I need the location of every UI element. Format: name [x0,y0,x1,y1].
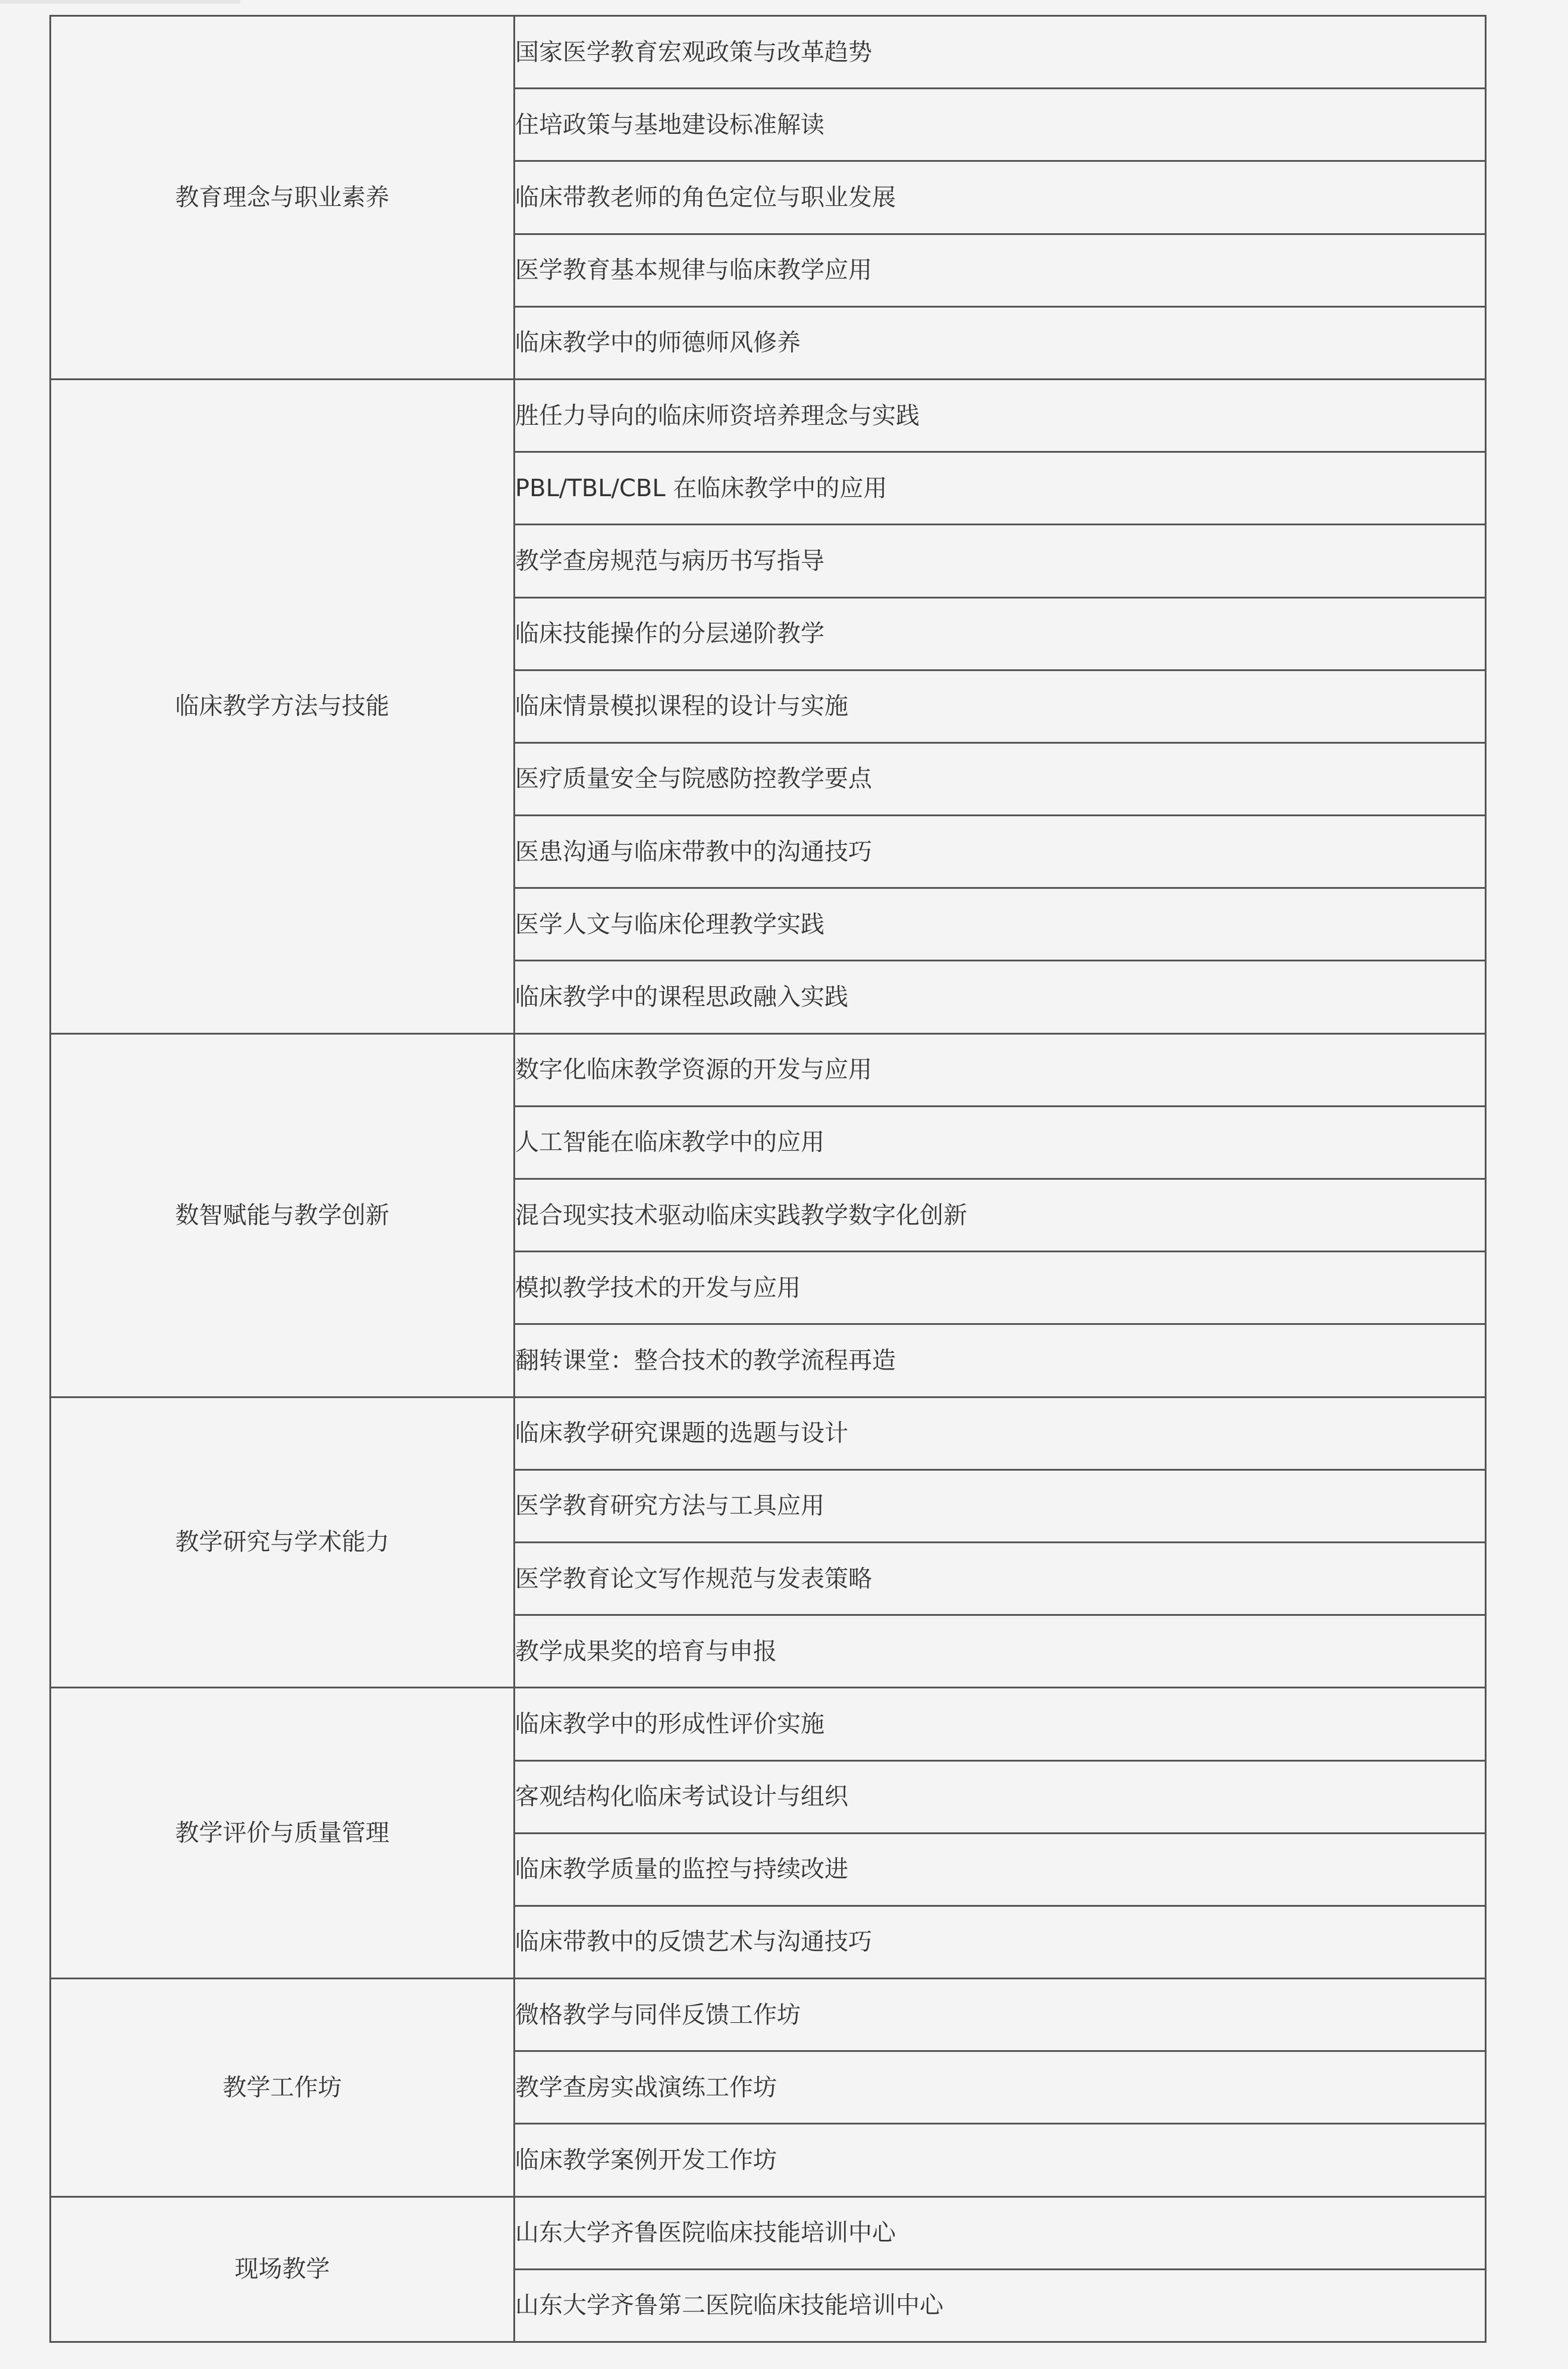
topic-item: 医疗质量安全与院感防控教学要点 [515,742,1486,815]
table-row [51,1033,1486,1106]
topic-item: 山东大学齐鲁医院临床技能培训中心 [515,2196,1486,2269]
module-name: 教育理念与职业素养 [51,16,515,380]
topic-item: 客观结构化临床考试设计与组织 [515,1760,1486,1833]
topic-item: 临床教学研究课题的选题与设计 [515,1397,1486,1469]
table-row [51,1979,1486,2051]
topic-item: 临床教学中的课程思政融入实践 [515,961,1486,1033]
topic-item: 临床技能操作的分层递阶教学 [515,597,1486,670]
curriculum-table-body [51,16,1486,2342]
topic-item: 医学教育基本规律与临床教学应用 [515,234,1486,306]
topic-item: 翻转课堂：整合技术的教学流程再造 [515,1324,1486,1397]
topic-item: 临床带教中的反馈艺术与沟通技巧 [515,1906,1486,1978]
topic-item: 国家医学教育宏观政策与改革趋势 [515,16,1486,89]
module-name: 临床教学方法与技能 [51,379,515,1033]
topic-item: 医学人文与临床伦理教学实践 [515,888,1486,961]
topic-item: PBL/TBL/CBL 在临床教学中的应用 [515,452,1486,525]
module-name: 数智赋能与教学创新 [51,1033,515,1397]
table-row [51,1397,1486,1469]
table-row [51,2196,1486,2269]
topic-item: 住培政策与基地建设标准解读 [515,89,1486,161]
table-row [51,379,1486,452]
topic-item: 微格教学与同伴反馈工作坊 [515,1979,1486,2051]
topic-item: 人工智能在临床教学中的应用 [515,1106,1486,1179]
topic-item: 山东大学齐鲁第二医院临床技能培训中心 [515,2269,1486,2342]
module-name: 教学研究与学术能力 [51,1397,515,1688]
curriculum-table [49,15,1487,2343]
top-divider [0,0,240,4]
topic-item: 临床带教老师的角色定位与职业发展 [515,161,1486,234]
topic-item: 混合现实技术驱动临床实践教学数字化创新 [515,1179,1486,1252]
module-name: 现场教学 [51,2196,515,2342]
module-name: 教学评价与质量管理 [51,1688,515,1979]
topic-item: 临床情景模拟课程的设计与实施 [515,670,1486,742]
topic-item: 教学成果奖的培育与申报 [515,1615,1486,1688]
topic-item: 医学教育论文写作规范与发表策略 [515,1542,1486,1615]
table-row [51,1688,1486,1760]
topic-item: 教学查房实战演练工作坊 [515,2051,1486,2124]
topic-item: 教学查房规范与病历书写指导 [515,525,1486,597]
topic-item: 模拟教学技术的开发与应用 [515,1252,1486,1324]
topic-item: 医患沟通与临床带教中的沟通技巧 [515,816,1486,888]
module-name: 教学工作坊 [51,1979,515,2197]
topic-item: 胜任力导向的临床师资培养理念与实践 [515,379,1486,452]
topic-item: 临床教学中的形成性评价实施 [515,1688,1486,1760]
topic-item: 临床教学案例开发工作坊 [515,2124,1486,2196]
topic-item: 医学教育研究方法与工具应用 [515,1469,1486,1542]
topic-item: 临床教学中的师德师风修养 [515,306,1486,379]
table-row [51,16,1486,89]
topic-item: 数字化临床教学资源的开发与应用 [515,1033,1486,1106]
topic-item: 临床教学质量的监控与持续改进 [515,1833,1486,1906]
